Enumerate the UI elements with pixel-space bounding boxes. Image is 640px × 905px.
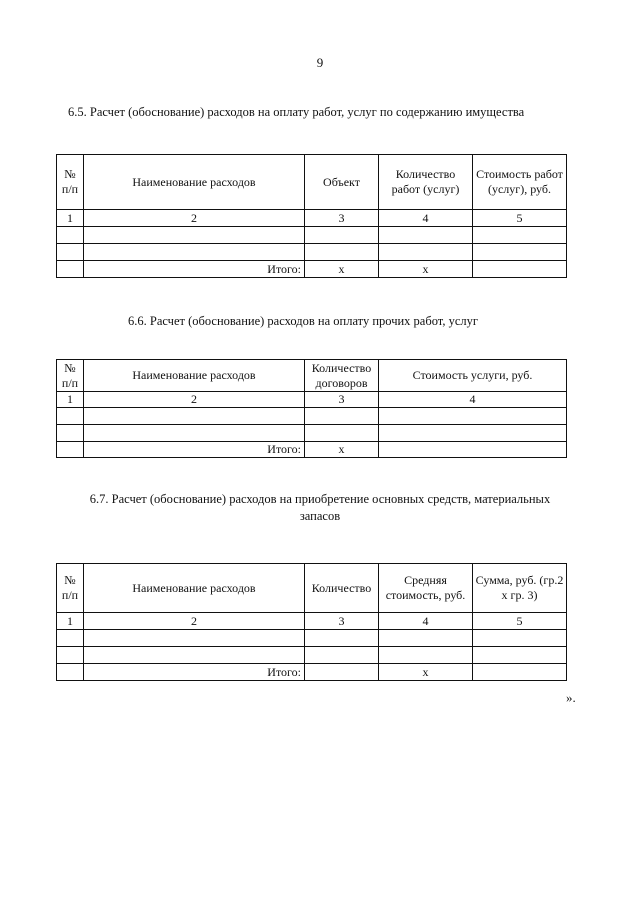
header-cell-number: № п/п	[57, 155, 84, 210]
header-cell-expense-name: Наименование расходов	[84, 360, 305, 392]
section-6-7-title: 6.7. Расчет (обоснование) расходов на приобретение основных средств, материальных запасов	[89, 492, 551, 523]
empty-cell	[379, 425, 567, 442]
page-number: 9	[316, 55, 324, 70]
table-6-7	[56, 563, 567, 681]
empty-cell	[84, 227, 305, 244]
index-cell: 1	[57, 613, 84, 630]
index-cell: 5	[473, 613, 567, 630]
total-label: Итого:	[84, 664, 305, 681]
empty-cell	[305, 630, 379, 647]
total-cell: x	[305, 442, 379, 458]
total-cell: x	[379, 261, 473, 278]
empty-cell	[379, 647, 473, 664]
index-cell: 3	[305, 392, 379, 408]
empty-cell	[305, 425, 379, 442]
table-row	[57, 630, 567, 647]
index-cell: 2	[84, 392, 305, 408]
header-cell-service-cost: Стоимость услуги, руб.	[379, 360, 567, 392]
empty-cell	[57, 244, 84, 261]
table-row	[57, 425, 567, 442]
index-cell: 5	[473, 210, 567, 227]
table-row	[57, 408, 567, 425]
header-cell-expense-name: Наименование расходов	[84, 564, 305, 613]
empty-cell	[379, 408, 567, 425]
total-cell	[379, 442, 567, 458]
total-row	[57, 442, 567, 458]
empty-cell	[305, 227, 379, 244]
index-cell: 4	[379, 392, 567, 408]
section-6-5-title: 6.5. Расчет (обоснование) расходов на оплату работ, услуг по содержанию имущества	[68, 105, 525, 119]
total-row	[57, 664, 567, 681]
header-cell-work-count: Количество работ (услуг)	[379, 155, 473, 210]
empty-cell	[305, 244, 379, 261]
empty-cell	[57, 442, 84, 458]
header-cell-number: № п/п	[57, 360, 84, 392]
empty-cell	[84, 425, 305, 442]
empty-cell	[57, 408, 84, 425]
empty-cell	[57, 664, 84, 681]
index-cell: 2	[84, 210, 305, 227]
index-cell: 4	[379, 210, 473, 227]
table-row	[57, 227, 567, 244]
empty-cell	[57, 425, 84, 442]
index-cell: 1	[57, 210, 84, 227]
table-header-row	[57, 360, 567, 392]
index-cell: 2	[84, 613, 305, 630]
empty-cell	[57, 261, 84, 278]
header-cell-expense-name: Наименование расходов	[84, 155, 305, 210]
empty-cell	[57, 647, 84, 664]
empty-cell	[473, 227, 567, 244]
header-cell-work-cost: Стоимость работ (услуг), руб.	[473, 155, 567, 210]
header-cell-sum: Сумма, руб. (гр.2 x гр. 3)	[473, 564, 567, 613]
empty-cell	[84, 630, 305, 647]
header-cell-object: Объект	[305, 155, 379, 210]
empty-cell	[57, 227, 84, 244]
total-label: Итого:	[84, 442, 305, 458]
empty-cell	[84, 408, 305, 425]
total-label: Итого:	[84, 261, 305, 278]
index-cell: 3	[305, 613, 379, 630]
empty-cell	[379, 630, 473, 647]
column-index-row	[57, 613, 567, 630]
column-index-row	[57, 392, 567, 408]
section-6-6-title: 6.6. Расчет (обоснование) расходов на оплату прочих работ, услуг	[128, 314, 478, 328]
total-cell	[473, 664, 567, 681]
empty-cell	[379, 227, 473, 244]
total-cell: x	[379, 664, 473, 681]
table-row	[57, 244, 567, 261]
empty-cell	[84, 647, 305, 664]
total-cell: x	[305, 261, 379, 278]
index-cell: 4	[379, 613, 473, 630]
empty-cell	[379, 244, 473, 261]
total-row	[57, 261, 567, 278]
header-cell-quantity: Количество	[305, 564, 379, 613]
total-cell	[473, 261, 567, 278]
empty-cell	[57, 630, 84, 647]
total-cell	[305, 664, 379, 681]
empty-cell	[84, 244, 305, 261]
header-cell-number: № п/п	[57, 564, 84, 613]
empty-cell	[473, 244, 567, 261]
table-6-5	[56, 154, 567, 278]
index-cell: 1	[57, 392, 84, 408]
index-cell: 3	[305, 210, 379, 227]
table-row	[57, 647, 567, 664]
empty-cell	[473, 630, 567, 647]
column-index-row	[57, 210, 567, 227]
empty-cell	[305, 647, 379, 664]
table-header-row	[57, 155, 567, 210]
closing-quote-mark: ».	[566, 690, 576, 705]
header-cell-average-cost: Средняя стоимость, руб.	[379, 564, 473, 613]
empty-cell	[473, 647, 567, 664]
table-6-6	[56, 359, 567, 458]
table-header-row	[57, 564, 567, 613]
empty-cell	[305, 408, 379, 425]
header-cell-contract-count: Количество договоров	[305, 360, 379, 392]
